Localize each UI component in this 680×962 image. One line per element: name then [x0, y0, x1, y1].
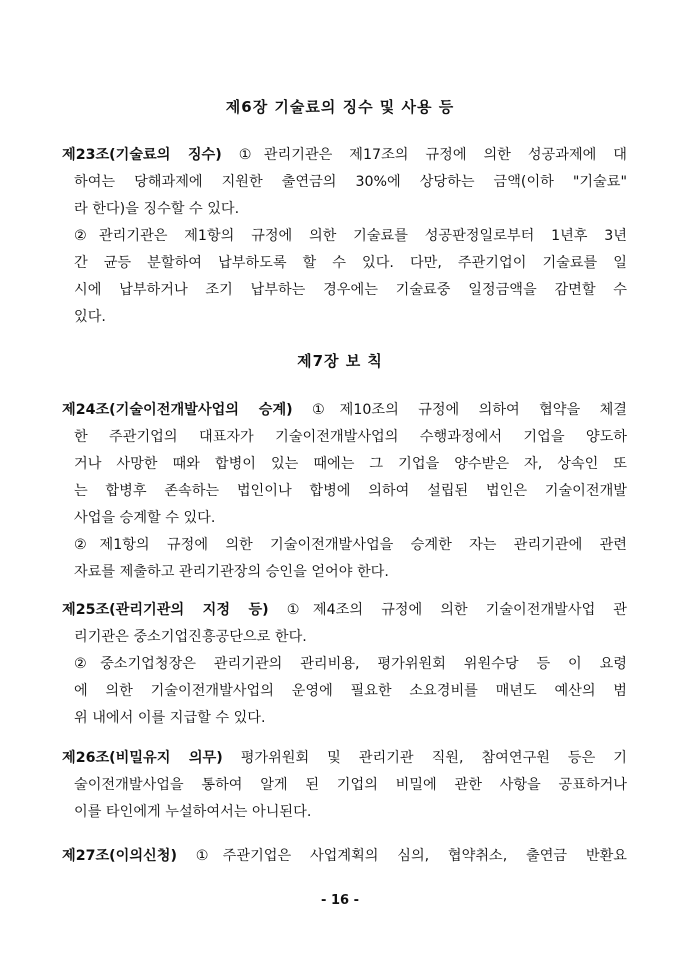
- article-24-line-5: 사업을 승계할 수 있다.: [74, 510, 216, 526]
- article-23-line-2: 하여는 당해과제에 지원한 출연금의 30%에 상당하는 금액(이하 "기술료": [74, 174, 627, 190]
- article-25-line-5: 위 내에서 이를 지급할 수 있다.: [74, 710, 266, 726]
- article-25-line-1: 제25조(관리기관의 지정 등) ①제4조의 규정에 의한 기술이전개발사업 관: [62, 602, 627, 618]
- article-27-title: 제27조(이의신청): [62, 848, 177, 864]
- chapter6-heading: 제6장 기술료의 징수 및 사용 등: [225, 98, 455, 116]
- article-23-line-4: ②관리기관은 제1항의 규정에 의한 기술료를 성공판정일로부터 1년후 3년: [74, 228, 627, 244]
- article-23-line-1: 제23조(기술료의 징수) ①관리기관은 제17조의 규정에 의한 성공과제에 대: [62, 147, 627, 163]
- page-number: - 16 -: [321, 893, 359, 908]
- article-23-line-5: 간 균등 분할하여 납부하도록 할 수 있다. 다만, 주관기업이 기술료를 일: [74, 255, 627, 271]
- article-24-line-7: 자료를 제출하고 관리기관장의 승인을 얻어야 한다.: [74, 564, 389, 580]
- article-26-line-3: 이를 타인에게 누설하여서는 아니된다.: [74, 804, 312, 820]
- article-25-line-2: 리기관은 중소기업진흥공단으로 한다.: [74, 629, 307, 645]
- article-24-line-2: 한 주관기업의 대표자가 기술이전개발사업의 수행과정에서 기업을 양도하: [74, 429, 627, 445]
- article-25-title: 제25조(관리기관의 지정 등): [62, 602, 269, 618]
- article-26: [62, 745, 627, 826]
- article-24-line-1: 제24조(기술이전개발사업의 승계) ①제10조의 규정에 의하여 협약을 체결: [62, 402, 627, 418]
- article-23-line-6: 시에 납부하거나 조기 납부하는 경우에는 기술료중 일정금액을 감면할 수: [74, 282, 627, 298]
- article-25-line-4: 에 의한 기술이전개발사업의 운영에 필요한 소요경비를 매년도 예산의 범: [74, 683, 627, 699]
- article-26-line-1: 제26조(비밀유지 의무) 평가위원회 및 관리기관 직원, 참여연구원 등은 기: [62, 750, 627, 766]
- article-25-line-3: ②중소기업청장은 관리기관의 관리비용, 평가위원회 위원수당 등 이 요령: [74, 656, 627, 672]
- article-23: [62, 142, 627, 331]
- article-23-line-3: 라 한다)을 징수할 수 있다.: [74, 201, 240, 217]
- article-25: [62, 597, 627, 732]
- article-27: [62, 843, 627, 870]
- article-24-line-6: ②제1항의 규정에 의한 기술이전개발사업을 승계한 자는 관리기관에 관련: [74, 537, 627, 553]
- article-23-line-7: 있다.: [74, 309, 106, 325]
- article-26-title: 제26조(비밀유지 의무): [62, 750, 223, 766]
- article-24-line-4: 는 합병후 존속하는 법인이나 합병에 의하여 설립된 법인은 기술이전개발: [74, 483, 627, 499]
- article-27-line-1: 제27조(이의신청) ①주관기업은 사업계획의 심의, 협약취소, 출연금 반환요: [62, 848, 627, 864]
- article-24-title: 제24조(기술이전개발사업의 승계): [62, 402, 293, 418]
- article-24: [62, 397, 627, 586]
- article-26-line-2: 술이전개발사업을 통하여 알게 된 기업의 비밀에 관한 사항을 공표하거나: [74, 777, 627, 793]
- article-24-line-3: 거나 사망한 때와 합병이 있는 때에는 그 기업을 양수받은 자, 상속인 또: [74, 456, 627, 472]
- article-23-title: 제23조(기술료의 징수): [62, 147, 222, 163]
- chapter7-heading: 제7장 보 칙: [297, 352, 383, 370]
